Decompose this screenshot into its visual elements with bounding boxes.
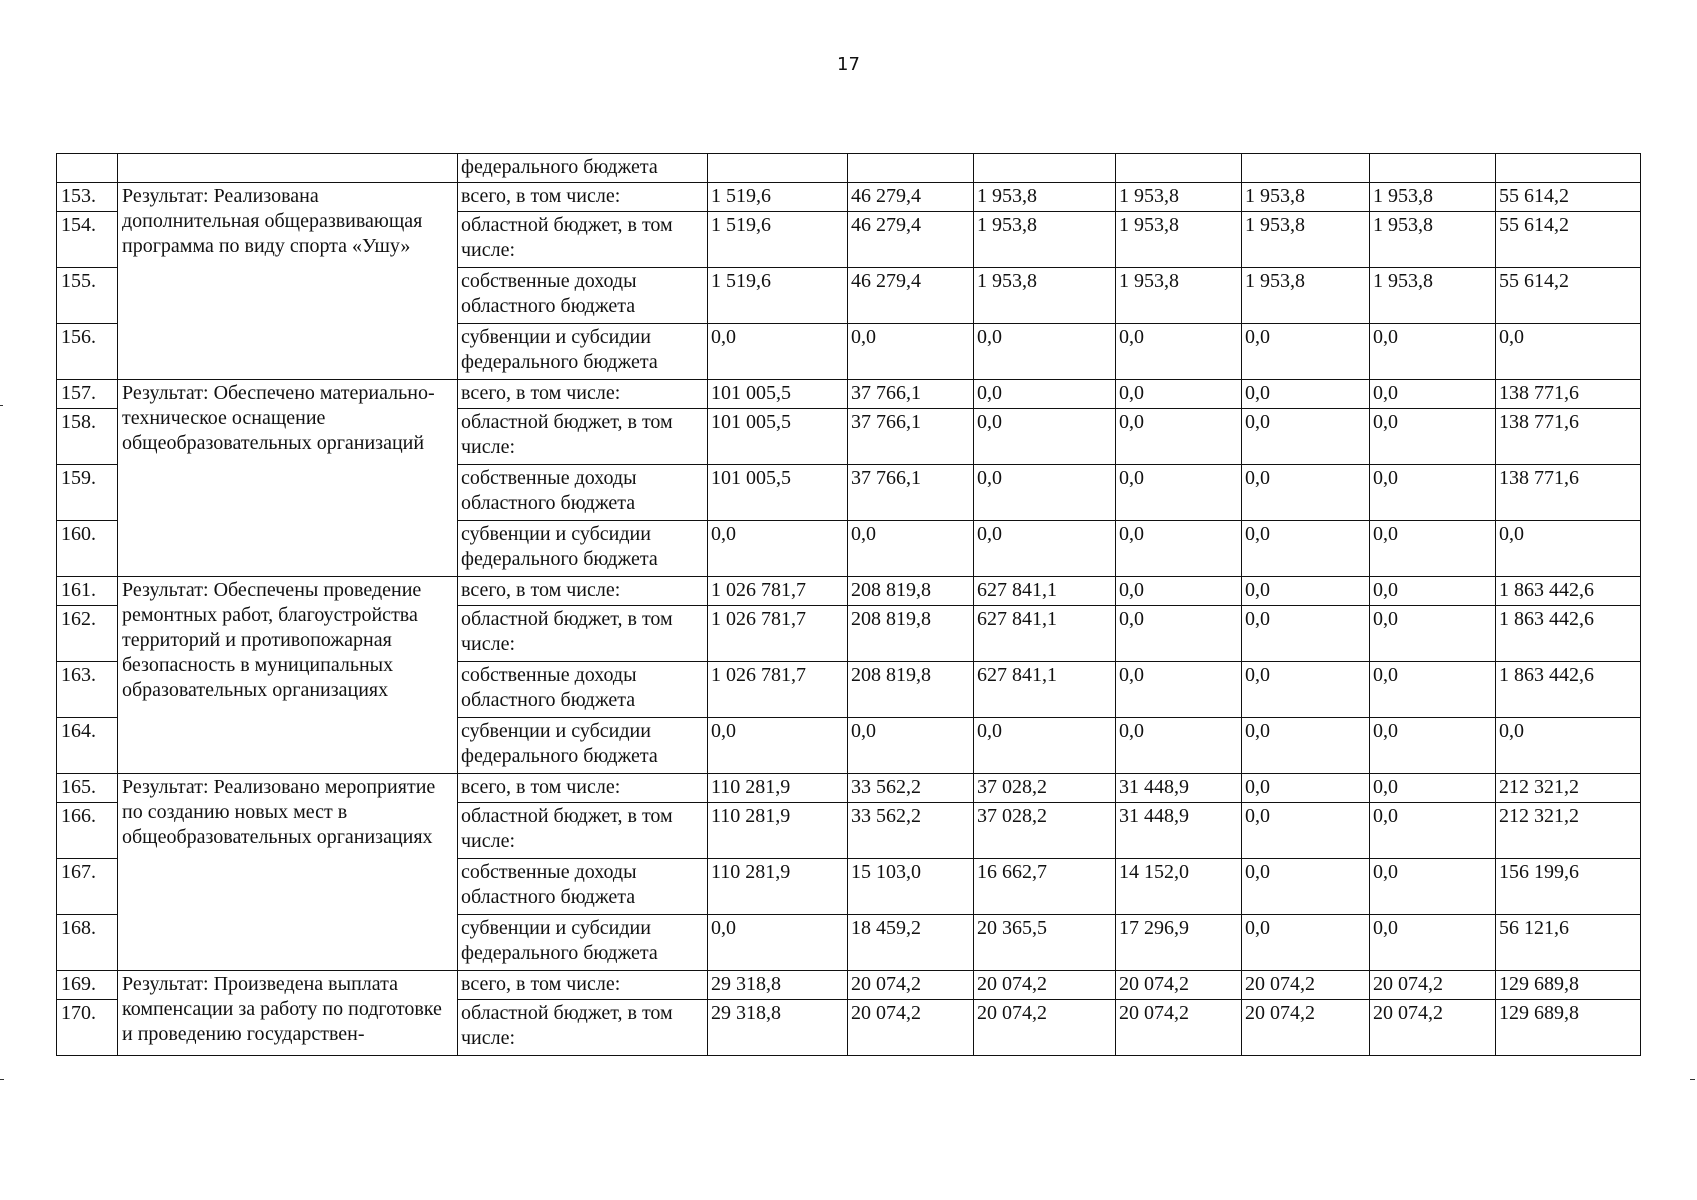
value-cell: 1 519,6	[708, 268, 848, 324]
value-cell: 1 953,8	[1242, 212, 1370, 268]
value-cell: 20 074,2	[1242, 971, 1370, 1000]
value-cell	[1116, 154, 1242, 183]
value-cell	[1370, 154, 1496, 183]
value-cell: 0,0	[1370, 915, 1496, 971]
row-number-cell: 157.	[57, 380, 118, 409]
value-cell: 0,0	[708, 915, 848, 971]
value-cell: 0,0	[974, 465, 1116, 521]
value-cell: 0,0	[1370, 409, 1496, 465]
value-cell: 33 562,2	[848, 774, 974, 803]
value-cell: 55 614,2	[1496, 183, 1641, 212]
value-cell: 31 448,9	[1116, 803, 1242, 859]
value-cell: 1 863 442,6	[1496, 606, 1641, 662]
funding-source-cell: субвенции и субсидии федерального бюджета	[458, 324, 708, 380]
value-cell: 1 519,6	[708, 183, 848, 212]
funding-source-cell: собственные доходы областного бюджета	[458, 662, 708, 718]
funding-source-cell: собственные доходы областного бюджета	[458, 268, 708, 324]
value-cell: 627 841,1	[974, 606, 1116, 662]
value-cell: 0,0	[974, 521, 1116, 577]
value-cell: 31 448,9	[1116, 774, 1242, 803]
row-number-cell: 168.	[57, 915, 118, 971]
value-cell	[1496, 154, 1641, 183]
value-cell: 0,0	[974, 409, 1116, 465]
funding-source-cell: областной бюджет, в том числе:	[458, 606, 708, 662]
value-cell: 37 766,1	[848, 409, 974, 465]
value-cell: 129 689,8	[1496, 971, 1641, 1000]
funding-source-cell: областной бюджет, в том числе:	[458, 409, 708, 465]
row-number-cell: 166.	[57, 803, 118, 859]
value-cell: 0,0	[1242, 803, 1370, 859]
value-cell: 29 318,8	[708, 971, 848, 1000]
value-cell: 110 281,9	[708, 859, 848, 915]
row-number-cell: 154.	[57, 212, 118, 268]
value-cell: 0,0	[708, 324, 848, 380]
value-cell: 20 074,2	[1370, 1000, 1496, 1056]
value-cell: 1 026 781,7	[708, 606, 848, 662]
value-cell: 0,0	[1370, 324, 1496, 380]
value-cell: 1 953,8	[1370, 268, 1496, 324]
table-row	[57, 380, 1641, 409]
value-cell: 1 953,8	[974, 212, 1116, 268]
value-cell: 0,0	[1242, 859, 1370, 915]
value-cell: 0,0	[1242, 380, 1370, 409]
value-cell: 0,0	[1242, 774, 1370, 803]
row-number-cell: 161.	[57, 577, 118, 606]
row-number-cell: 155.	[57, 268, 118, 324]
row-number-cell	[57, 154, 118, 183]
result-cell: Результат: Произведена выплата компенсации за работу по подготовке и проведению государствен-	[118, 971, 458, 1056]
value-cell	[708, 154, 848, 183]
scan-mark-left-top	[0, 405, 3, 406]
funding-source-cell: субвенции и субсидии федерального бюджета	[458, 521, 708, 577]
value-cell: 0,0	[1496, 521, 1641, 577]
value-cell: 1 953,8	[1116, 183, 1242, 212]
row-number-cell: 160.	[57, 521, 118, 577]
value-cell: 0,0	[848, 718, 974, 774]
value-cell: 212 321,2	[1496, 774, 1641, 803]
row-number-cell: 162.	[57, 606, 118, 662]
value-cell: 20 074,2	[974, 971, 1116, 1000]
value-cell: 0,0	[1116, 465, 1242, 521]
value-cell: 46 279,4	[848, 183, 974, 212]
value-cell: 1 953,8	[974, 268, 1116, 324]
table-row	[57, 971, 1641, 1000]
row-number-cell: 163.	[57, 662, 118, 718]
value-cell: 20 074,2	[1116, 1000, 1242, 1056]
value-cell: 110 281,9	[708, 803, 848, 859]
value-cell: 0,0	[1242, 662, 1370, 718]
value-cell: 0,0	[708, 521, 848, 577]
value-cell: 37 766,1	[848, 380, 974, 409]
value-cell: 110 281,9	[708, 774, 848, 803]
funding-source-cell: всего, в том числе:	[458, 774, 708, 803]
value-cell: 0,0	[1242, 324, 1370, 380]
result-cell: Результат: Реализована дополнительная общеразвивающая программа по виду спорта «Ушу»	[118, 183, 458, 380]
value-cell: 138 771,6	[1496, 409, 1641, 465]
funding-source-cell: всего, в том числе:	[458, 380, 708, 409]
value-cell: 1 026 781,7	[708, 662, 848, 718]
value-cell: 0,0	[1370, 718, 1496, 774]
value-cell: 0,0	[1116, 324, 1242, 380]
value-cell: 15 103,0	[848, 859, 974, 915]
value-cell: 0,0	[1116, 380, 1242, 409]
value-cell: 208 819,8	[848, 662, 974, 718]
value-cell: 208 819,8	[848, 577, 974, 606]
value-cell: 55 614,2	[1496, 212, 1641, 268]
value-cell: 1 953,8	[1242, 183, 1370, 212]
value-cell: 212 321,2	[1496, 803, 1641, 859]
value-cell: 37 028,2	[974, 774, 1116, 803]
value-cell: 0,0	[1370, 380, 1496, 409]
value-cell: 46 279,4	[848, 212, 974, 268]
value-cell: 56 121,6	[1496, 915, 1641, 971]
value-cell: 1 953,8	[1370, 212, 1496, 268]
value-cell: 55 614,2	[1496, 268, 1641, 324]
value-cell: 16 662,7	[974, 859, 1116, 915]
value-cell: 0,0	[1116, 577, 1242, 606]
value-cell	[1242, 154, 1370, 183]
value-cell: 17 296,9	[1116, 915, 1242, 971]
value-cell	[848, 154, 974, 183]
funding-source-cell: федерального бюджета	[458, 154, 708, 183]
table-row	[57, 774, 1641, 803]
value-cell	[974, 154, 1116, 183]
result-cell: Результат: Обеспечены проведение ремонтных работ, благоустройства территорий и противопожарная безопасность в муниципальных образовательных организациях	[118, 577, 458, 774]
value-cell: 14 152,0	[1116, 859, 1242, 915]
funding-source-cell: областной бюджет, в том числе:	[458, 212, 708, 268]
row-number-cell: 165.	[57, 774, 118, 803]
page-number: 17	[837, 54, 860, 75]
value-cell: 0,0	[1242, 915, 1370, 971]
value-cell: 0,0	[1242, 465, 1370, 521]
value-cell: 1 863 442,6	[1496, 577, 1641, 606]
funding-source-cell: областной бюджет, в том числе:	[458, 1000, 708, 1056]
scan-mark-right-bottom	[1690, 1079, 1695, 1080]
value-cell: 138 771,6	[1496, 380, 1641, 409]
funding-source-cell: собственные доходы областного бюджета	[458, 859, 708, 915]
row-number-cell: 156.	[57, 324, 118, 380]
value-cell: 0,0	[1242, 409, 1370, 465]
value-cell: 0,0	[1370, 662, 1496, 718]
value-cell: 156 199,6	[1496, 859, 1641, 915]
value-cell: 37 028,2	[974, 803, 1116, 859]
value-cell: 0,0	[1496, 324, 1641, 380]
value-cell: 0,0	[1116, 606, 1242, 662]
result-cell	[118, 154, 458, 183]
row-number-cell: 158.	[57, 409, 118, 465]
value-cell: 18 459,2	[848, 915, 974, 971]
value-cell: 1 026 781,7	[708, 577, 848, 606]
row-number-cell: 153.	[57, 183, 118, 212]
value-cell: 129 689,8	[1496, 1000, 1641, 1056]
value-cell: 0,0	[1370, 521, 1496, 577]
table-body	[57, 154, 1641, 1056]
funding-source-cell: областной бюджет, в том числе:	[458, 803, 708, 859]
row-number-cell: 169.	[57, 971, 118, 1000]
value-cell: 0,0	[1116, 521, 1242, 577]
value-cell: 37 766,1	[848, 465, 974, 521]
value-cell: 1 519,6	[708, 212, 848, 268]
value-cell: 20 074,2	[1370, 971, 1496, 1000]
value-cell: 208 819,8	[848, 606, 974, 662]
value-cell: 0,0	[1116, 718, 1242, 774]
funding-source-cell: собственные доходы областного бюджета	[458, 465, 708, 521]
value-cell: 20 074,2	[848, 971, 974, 1000]
value-cell: 0,0	[848, 324, 974, 380]
funding-source-cell: всего, в том числе:	[458, 577, 708, 606]
value-cell: 0,0	[1242, 606, 1370, 662]
value-cell: 0,0	[1370, 465, 1496, 521]
table-row	[57, 183, 1641, 212]
value-cell: 0,0	[848, 521, 974, 577]
value-cell: 20 074,2	[974, 1000, 1116, 1056]
value-cell: 0,0	[1370, 577, 1496, 606]
value-cell: 1 953,8	[1370, 183, 1496, 212]
value-cell: 0,0	[1370, 803, 1496, 859]
value-cell: 0,0	[708, 718, 848, 774]
value-cell: 0,0	[1242, 521, 1370, 577]
value-cell: 0,0	[974, 324, 1116, 380]
value-cell: 1 953,8	[974, 183, 1116, 212]
value-cell: 101 005,5	[708, 380, 848, 409]
value-cell: 101 005,5	[708, 465, 848, 521]
value-cell: 33 562,2	[848, 803, 974, 859]
value-cell: 138 771,6	[1496, 465, 1641, 521]
budget-table	[56, 153, 1641, 1056]
value-cell: 0,0	[1116, 409, 1242, 465]
value-cell: 20 365,5	[974, 915, 1116, 971]
value-cell: 46 279,4	[848, 268, 974, 324]
value-cell: 1 953,8	[1116, 212, 1242, 268]
row-number-cell: 170.	[57, 1000, 118, 1056]
funding-source-cell: субвенции и субсидии федерального бюджета	[458, 718, 708, 774]
value-cell: 20 074,2	[1242, 1000, 1370, 1056]
value-cell: 0,0	[1370, 774, 1496, 803]
funding-source-cell: субвенции и субсидии федерального бюджета	[458, 915, 708, 971]
value-cell: 0,0	[1496, 718, 1641, 774]
result-cell: Результат: Реализовано мероприятие по созданию новых мест в общеобразовательных организациях	[118, 774, 458, 971]
value-cell: 0,0	[1242, 718, 1370, 774]
value-cell: 20 074,2	[1116, 971, 1242, 1000]
value-cell: 1 863 442,6	[1496, 662, 1641, 718]
table-row-continuation	[57, 154, 1641, 183]
funding-source-cell: всего, в том числе:	[458, 971, 708, 1000]
row-number-cell: 164.	[57, 718, 118, 774]
value-cell: 20 074,2	[848, 1000, 974, 1056]
scan-mark-left-bottom	[0, 1079, 4, 1080]
value-cell: 627 841,1	[974, 662, 1116, 718]
value-cell: 0,0	[1242, 577, 1370, 606]
value-cell: 627 841,1	[974, 577, 1116, 606]
row-number-cell: 167.	[57, 859, 118, 915]
table-row	[57, 577, 1641, 606]
value-cell: 1 953,8	[1242, 268, 1370, 324]
result-cell: Результат: Обеспечено материально-техническое оснащение общеобразовательных организаций	[118, 380, 458, 577]
value-cell: 29 318,8	[708, 1000, 848, 1056]
value-cell: 0,0	[1116, 662, 1242, 718]
value-cell: 1 953,8	[1116, 268, 1242, 324]
value-cell: 0,0	[1370, 606, 1496, 662]
value-cell: 0,0	[1370, 859, 1496, 915]
value-cell: 0,0	[974, 380, 1116, 409]
value-cell: 0,0	[974, 718, 1116, 774]
row-number-cell: 159.	[57, 465, 118, 521]
value-cell: 101 005,5	[708, 409, 848, 465]
funding-source-cell: всего, в том числе:	[458, 183, 708, 212]
